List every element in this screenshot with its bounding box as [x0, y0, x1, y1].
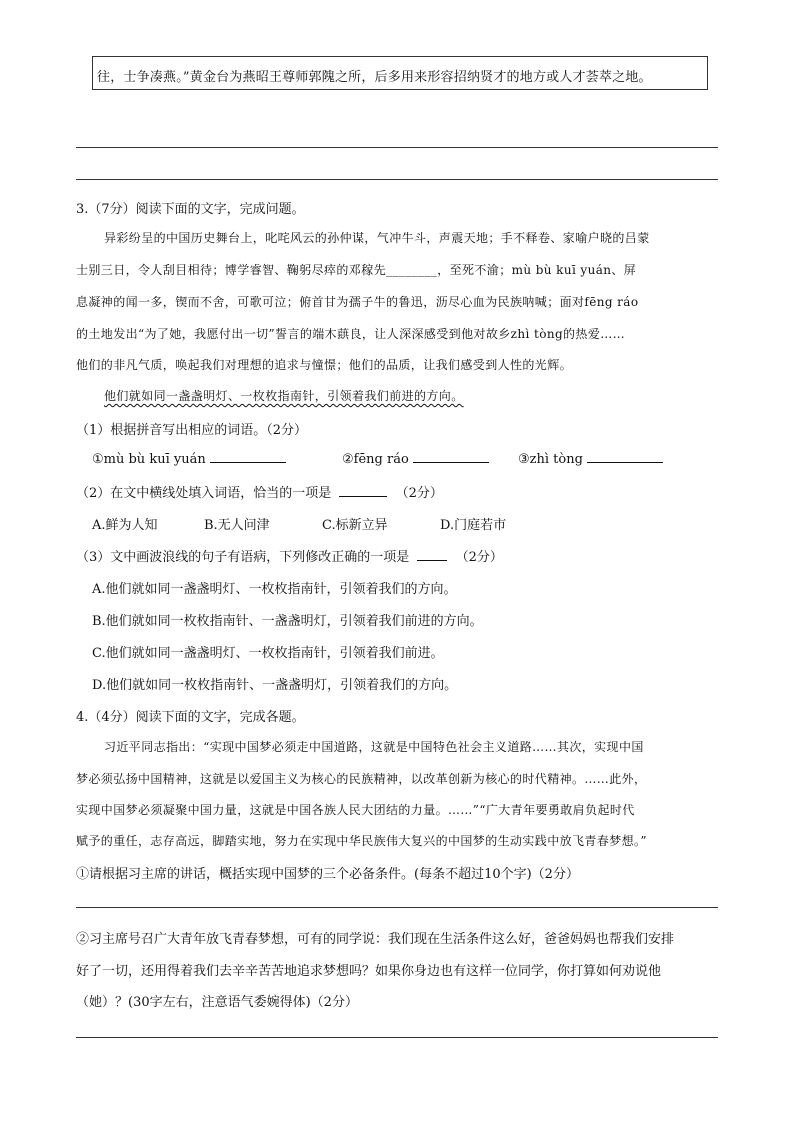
q3-sub3: [76, 546, 503, 565]
q3-sub1: （1）根据拼音写出相应的词语。（2分）: [76, 423, 308, 438]
pinyin-blank[interactable]: [210, 450, 286, 463]
pinyin-item-1: [92, 450, 286, 467]
q4-passage-line: 习近平同志指出：“实现中国梦必须走中国道路，这就是中国特色社会主义道路……其次，实现中国: [104, 740, 644, 754]
option-d: D.他们就如同一枚枚指南针、一盏盏明灯，引领着我们的方向。: [92, 678, 458, 693]
option-d: D.门庭若市: [440, 518, 507, 533]
q4-item2-line: （她）？(30字左右，注意语气委婉得体)（2分）: [76, 995, 358, 1010]
boxed-passage-text: 往，士争凑燕。”黄金台为燕昭王尊师郭隗之所，后多用来形容招纳贤才的地方或人才荟萃之地。: [97, 70, 652, 85]
pinyin-label: ③zhì tòng: [518, 452, 583, 467]
q4-item2-line: 好了一切，还用得着我们去辛辛苦苦地追求梦想吗？如果你身边也有这样一位同学，你打算如何劝说他: [76, 964, 662, 979]
pinyin-label: ②fēng ráo: [342, 452, 409, 467]
q4-passage-line: 梦必须弘扬中国精神，这就是以爱国主义为核心的民族精神，以改革创新为核心的时代精神。……此外，: [76, 772, 647, 786]
q3-wavy-sentence: 他们就如同一盏盏明灯、一枚枚指南针，引领着我们前进的方向。: [104, 389, 464, 403]
q3-passage-line: 的土地发出“为了她，我愿付出一切”誓言的端木蕻良，让人深深感受到他对故乡zhì tòng的热爱……: [76, 327, 626, 341]
option-c: C.标新立异: [322, 518, 388, 533]
q3-sub2: [76, 482, 443, 501]
answer-line: [76, 907, 718, 908]
q4-header: 4.（4分）阅读下面的文字，完成各题。: [76, 710, 305, 725]
q4-item2-line: ②习主席号召广大青年放飞青春梦想，可有的同学说：我们现在生活条件这么好，爸爸妈妈也帮我们安排: [76, 932, 675, 947]
q3-passage-line: 他们的非凡气质，唤起我们对理想的追求与憧憬；他们的品质，让我们感受到人性的光辉。: [76, 358, 573, 372]
pinyin-blank[interactable]: [413, 450, 489, 463]
q4-passage-line: 实现中国梦必须凝聚中国力量，这就是中国各族人民大团结的力量。……”“广大青年要勇敢肩负起时代: [76, 803, 635, 817]
q3-passage-line: 士别三日，令人刮目相待；博学睿智、鞠躬尽瘁的邓稼先________，至死不渝；mù bù kuī yuán、屏: [76, 263, 637, 277]
q3-sub3-score: （2分）: [455, 550, 503, 565]
pinyin-label: ①mù bù kuī yuán: [92, 452, 206, 467]
q3-passage-line: 异彩纷呈的中国历史舞台上，叱咤风云的孙仲谋，气冲牛斗，声震天地；手不释卷、家喻户晓的吕蒙: [104, 231, 650, 245]
option-a: A.他们就如同一盏盏明灯、一枚枚指南针，引领着我们的方向。: [92, 582, 457, 597]
pinyin-item-2: [342, 450, 489, 467]
q3-sub3-text: （3）文中画波浪线的句子有语病，下列修改正确的一项是: [76, 550, 410, 565]
pinyin-item-3: [518, 450, 663, 467]
option-b: B.他们就如同一枚枚指南针、一盏盏明灯，引领着我们前进的方向。: [92, 614, 483, 629]
q4-passage-line: 赋予的重任，志存高远，脚踏实地，努力在实现中华民族伟大复兴的中国梦的生动实践中放飞青春梦想。”: [76, 834, 647, 848]
pinyin-blank[interactable]: [587, 450, 663, 463]
q3-sub2-text: （2）在文中横线处填入词语，恰当的一项是: [76, 486, 332, 501]
boxed-passage: [92, 56, 708, 90]
option-c: C.他们就如同一盏盏明灯、一枚枚指南针，引领着我们前进。: [92, 646, 444, 661]
answer-blank[interactable]: [417, 548, 447, 561]
q3-header: 3.（7分）阅读下面的文字，完成问题。: [76, 202, 305, 217]
q4-item1: ①请根据习主席的讲话，概括实现中国梦的三个必备条件。(每条不超过10个字)（2分）: [76, 867, 579, 882]
answer-blank[interactable]: [339, 484, 387, 497]
answer-line: [76, 1037, 718, 1038]
option-b: B.无人问津: [204, 518, 270, 533]
answer-line: [76, 147, 718, 148]
q3-sub2-score: （2分）: [395, 486, 443, 501]
q3-passage-line: 息凝神的闻一多，锲而不舍，可歌可泣；俯首甘为孺子牛的鲁迅，沥尽心血为民族呐喊；面对fēng ráo: [76, 295, 639, 309]
answer-line: [76, 179, 718, 180]
option-a: A.鲜为人知: [92, 518, 158, 533]
